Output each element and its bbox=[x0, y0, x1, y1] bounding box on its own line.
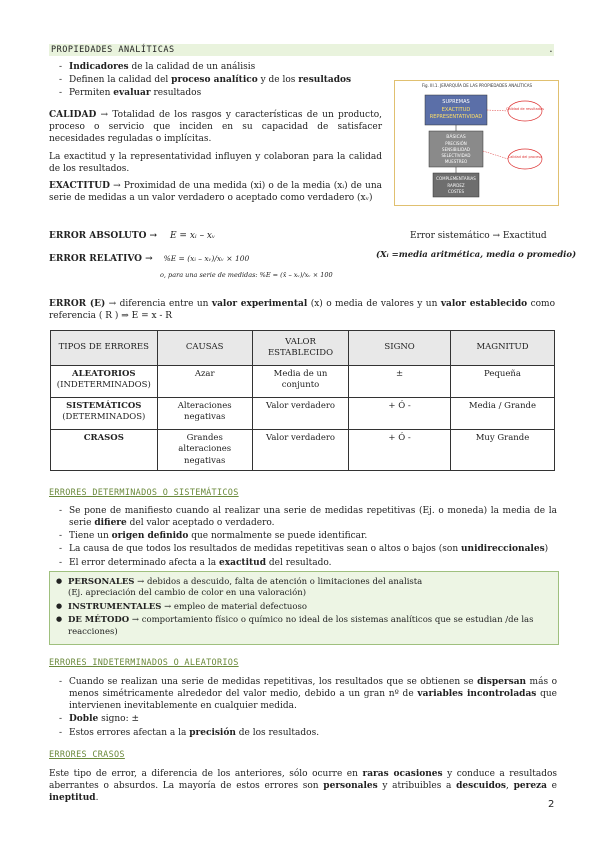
error-absoluto bbox=[49, 230, 215, 242]
list-item: ● PERSONALES → debidos a descuido, falta de atención o limitaciones del analista (Ej. apreciación del cambio de color en una valoración) bbox=[56, 577, 552, 600]
hierarchy-figure bbox=[394, 80, 559, 206]
list-item: - El error determinado afecta a la exactitud del resultado. bbox=[57, 557, 557, 569]
error-relativo-formula-serie: o, para una serie de medidas: %E = (x̄ – xᵥ)/xᵥ × 100 bbox=[160, 271, 333, 279]
table-row: SISTEMÁTICOS (DETERMINADOS) Alteraciones negativas Valor verdadero + Ó - Media / Grande bbox=[51, 398, 555, 430]
section-title-determinados: ERRORES DETERMINADOS O SISTEMÁTICOS bbox=[49, 488, 239, 498]
list-item: - Se pone de manifiesto cuando al realizar una serie de medidas repetitivas (Ej. o moneda) la media de la serie difiere del valor aceptado o verdadero. bbox=[57, 505, 557, 529]
basicas-line: MUESTREO bbox=[444, 159, 468, 164]
basicas-line: SENSIBILIDAD bbox=[442, 147, 470, 152]
basicas-line: PRECISIÓN bbox=[445, 141, 467, 146]
complementarias-line: COSTES bbox=[448, 189, 464, 194]
error-absoluto-label: ERROR ABSOLUTO → bbox=[49, 231, 158, 241]
figure-caption: Fig. III.1. JERARQUÍA DE LAS PROPIEDADES ANALÍTICAS bbox=[421, 83, 533, 88]
errors-table bbox=[50, 330, 555, 471]
header-dot: . bbox=[548, 45, 554, 55]
basicas-line: SELECTIVIDAD bbox=[441, 153, 471, 158]
section-title-indeterminados: ERRORES INDETERMINADOS O ALEATORIOS bbox=[49, 658, 239, 668]
list-item: - Estos errores afectan a la precisión de los resultados. bbox=[57, 727, 557, 739]
supremas-label: SUPREMAS bbox=[442, 99, 470, 105]
complementarias-label: COMPLEMENTARIAS bbox=[436, 176, 476, 181]
table-row: CRASOS Grandes alteraciones negativas Valor verdadero + Ó - Muy Grande bbox=[51, 430, 555, 471]
supremas-line: REPRESENTATIVIDAD bbox=[429, 114, 483, 120]
table-row: ALEATORIOS (INDETERMINADOS) Azar Media de un conjunto ± Pequeña bbox=[51, 366, 555, 398]
exactitud-note: La exactitud y la representatividad influyen y colaboran para la calidad de los resultados. bbox=[49, 152, 382, 175]
section-title-crasos: ERRORES CRASOS bbox=[49, 750, 125, 760]
side-label: Calidad de resultados bbox=[506, 107, 544, 111]
calidad-proceso-ellipse bbox=[508, 149, 542, 169]
list-item: - Tiene un origen definido que normalmente se puede identificar. bbox=[57, 530, 557, 542]
error-definition: ERROR (E) → diferencia entre un valor experimental (x) o media de valores y un valor establecido como referencia ( R ) ⇒ E = x - R bbox=[49, 299, 555, 322]
page-number: 2 bbox=[548, 799, 555, 810]
exactitud-paragraph: EXACTITUD → Proximidad de una medida (xi) o de la media (xᵢ) de una serie de medidas a un valor verdadero o aceptado como verdadero (xᵥ) bbox=[49, 181, 382, 204]
table-header: VALOR ESTABLECIDO bbox=[252, 331, 348, 366]
indeterminados-list bbox=[57, 676, 557, 740]
table-header: TIPOS DE ERRORES bbox=[51, 331, 158, 366]
determinados-list bbox=[57, 505, 557, 570]
list-item: ● INSTRUMENTALES → empleo de material defectuoso bbox=[56, 602, 552, 613]
error-relativo-label: ERROR RELATIVO → bbox=[49, 254, 153, 264]
error-relativo bbox=[49, 253, 249, 265]
complementarias-line: RAPIDEZ bbox=[447, 183, 465, 188]
list-item: ● DE MÉTODO → comportamiento físico o químico no ideal de los sistemas analíticos que se estudian /de las reacciones) bbox=[56, 615, 552, 638]
list-item: - Doble signo: ± bbox=[57, 713, 557, 725]
error-absoluto-formula: E = xᵢ – xᵥ bbox=[169, 231, 216, 241]
calidad-paragraph: CALIDAD → Totalidad de los rasgos y características de un producto, proceso o servicio que inciden en su capacidad de satisfacer necesidades reguladas o implícitas. bbox=[49, 110, 382, 145]
error-types-list bbox=[56, 577, 552, 638]
media-note: (Xᵢ =media aritmética, media o promedio) bbox=[376, 250, 577, 260]
table-header: SIGNO bbox=[349, 331, 451, 366]
list-item: - Indicadores de la calidad de un análisis bbox=[57, 61, 377, 73]
table-header-row bbox=[51, 331, 555, 366]
list-item: - Permiten evaluar resultados bbox=[57, 87, 377, 99]
intro-list bbox=[57, 61, 377, 100]
side-label: Calidad del proceso bbox=[507, 155, 543, 159]
list-item: - La causa de que todos los resultados de medidas repetitivas sean o altos o bajos (son unidireccionales) bbox=[57, 543, 557, 555]
section-header bbox=[49, 44, 554, 56]
error-relativo-formula: %E = (xᵢ – xᵥ)/xᵥ × 100 bbox=[163, 254, 250, 263]
list-item: - Definen la calidad del proceso analítico y de los resultados bbox=[57, 74, 377, 86]
list-item: - Cuando se realizan una serie de medidas repetitivas, los resultados que se obtienen se dispersan más o menos simétricamente alrededor del valor medio, debido a un gran nº de variables incontroladas que intervienen inevitablemente en cualquier medida. bbox=[57, 676, 557, 712]
supremas-line: EXACTITUD bbox=[441, 107, 471, 113]
error-sistematico-note: Error sistemático → Exactitud bbox=[410, 231, 547, 241]
basicas-label: BÁSICAS bbox=[446, 135, 466, 140]
calidad-resultados-ellipse bbox=[508, 101, 542, 121]
page-title: PROPIEDADES ANALÍTICAS bbox=[51, 45, 175, 55]
table-header: CAUSAS bbox=[157, 331, 252, 366]
error-types-box bbox=[49, 571, 559, 645]
hierarchy-diagram bbox=[395, 81, 558, 205]
table-header: MAGNITUD bbox=[450, 331, 554, 366]
crasos-paragraph: Este tipo de error, a diferencia de los anteriores, sólo ocurre en raras ocasiones y conduce a resultados aberrantes o absurdos. La mayoría de estos errores son personales y atribuibles a descuidos, pereza e ineptitud. bbox=[49, 769, 558, 804]
